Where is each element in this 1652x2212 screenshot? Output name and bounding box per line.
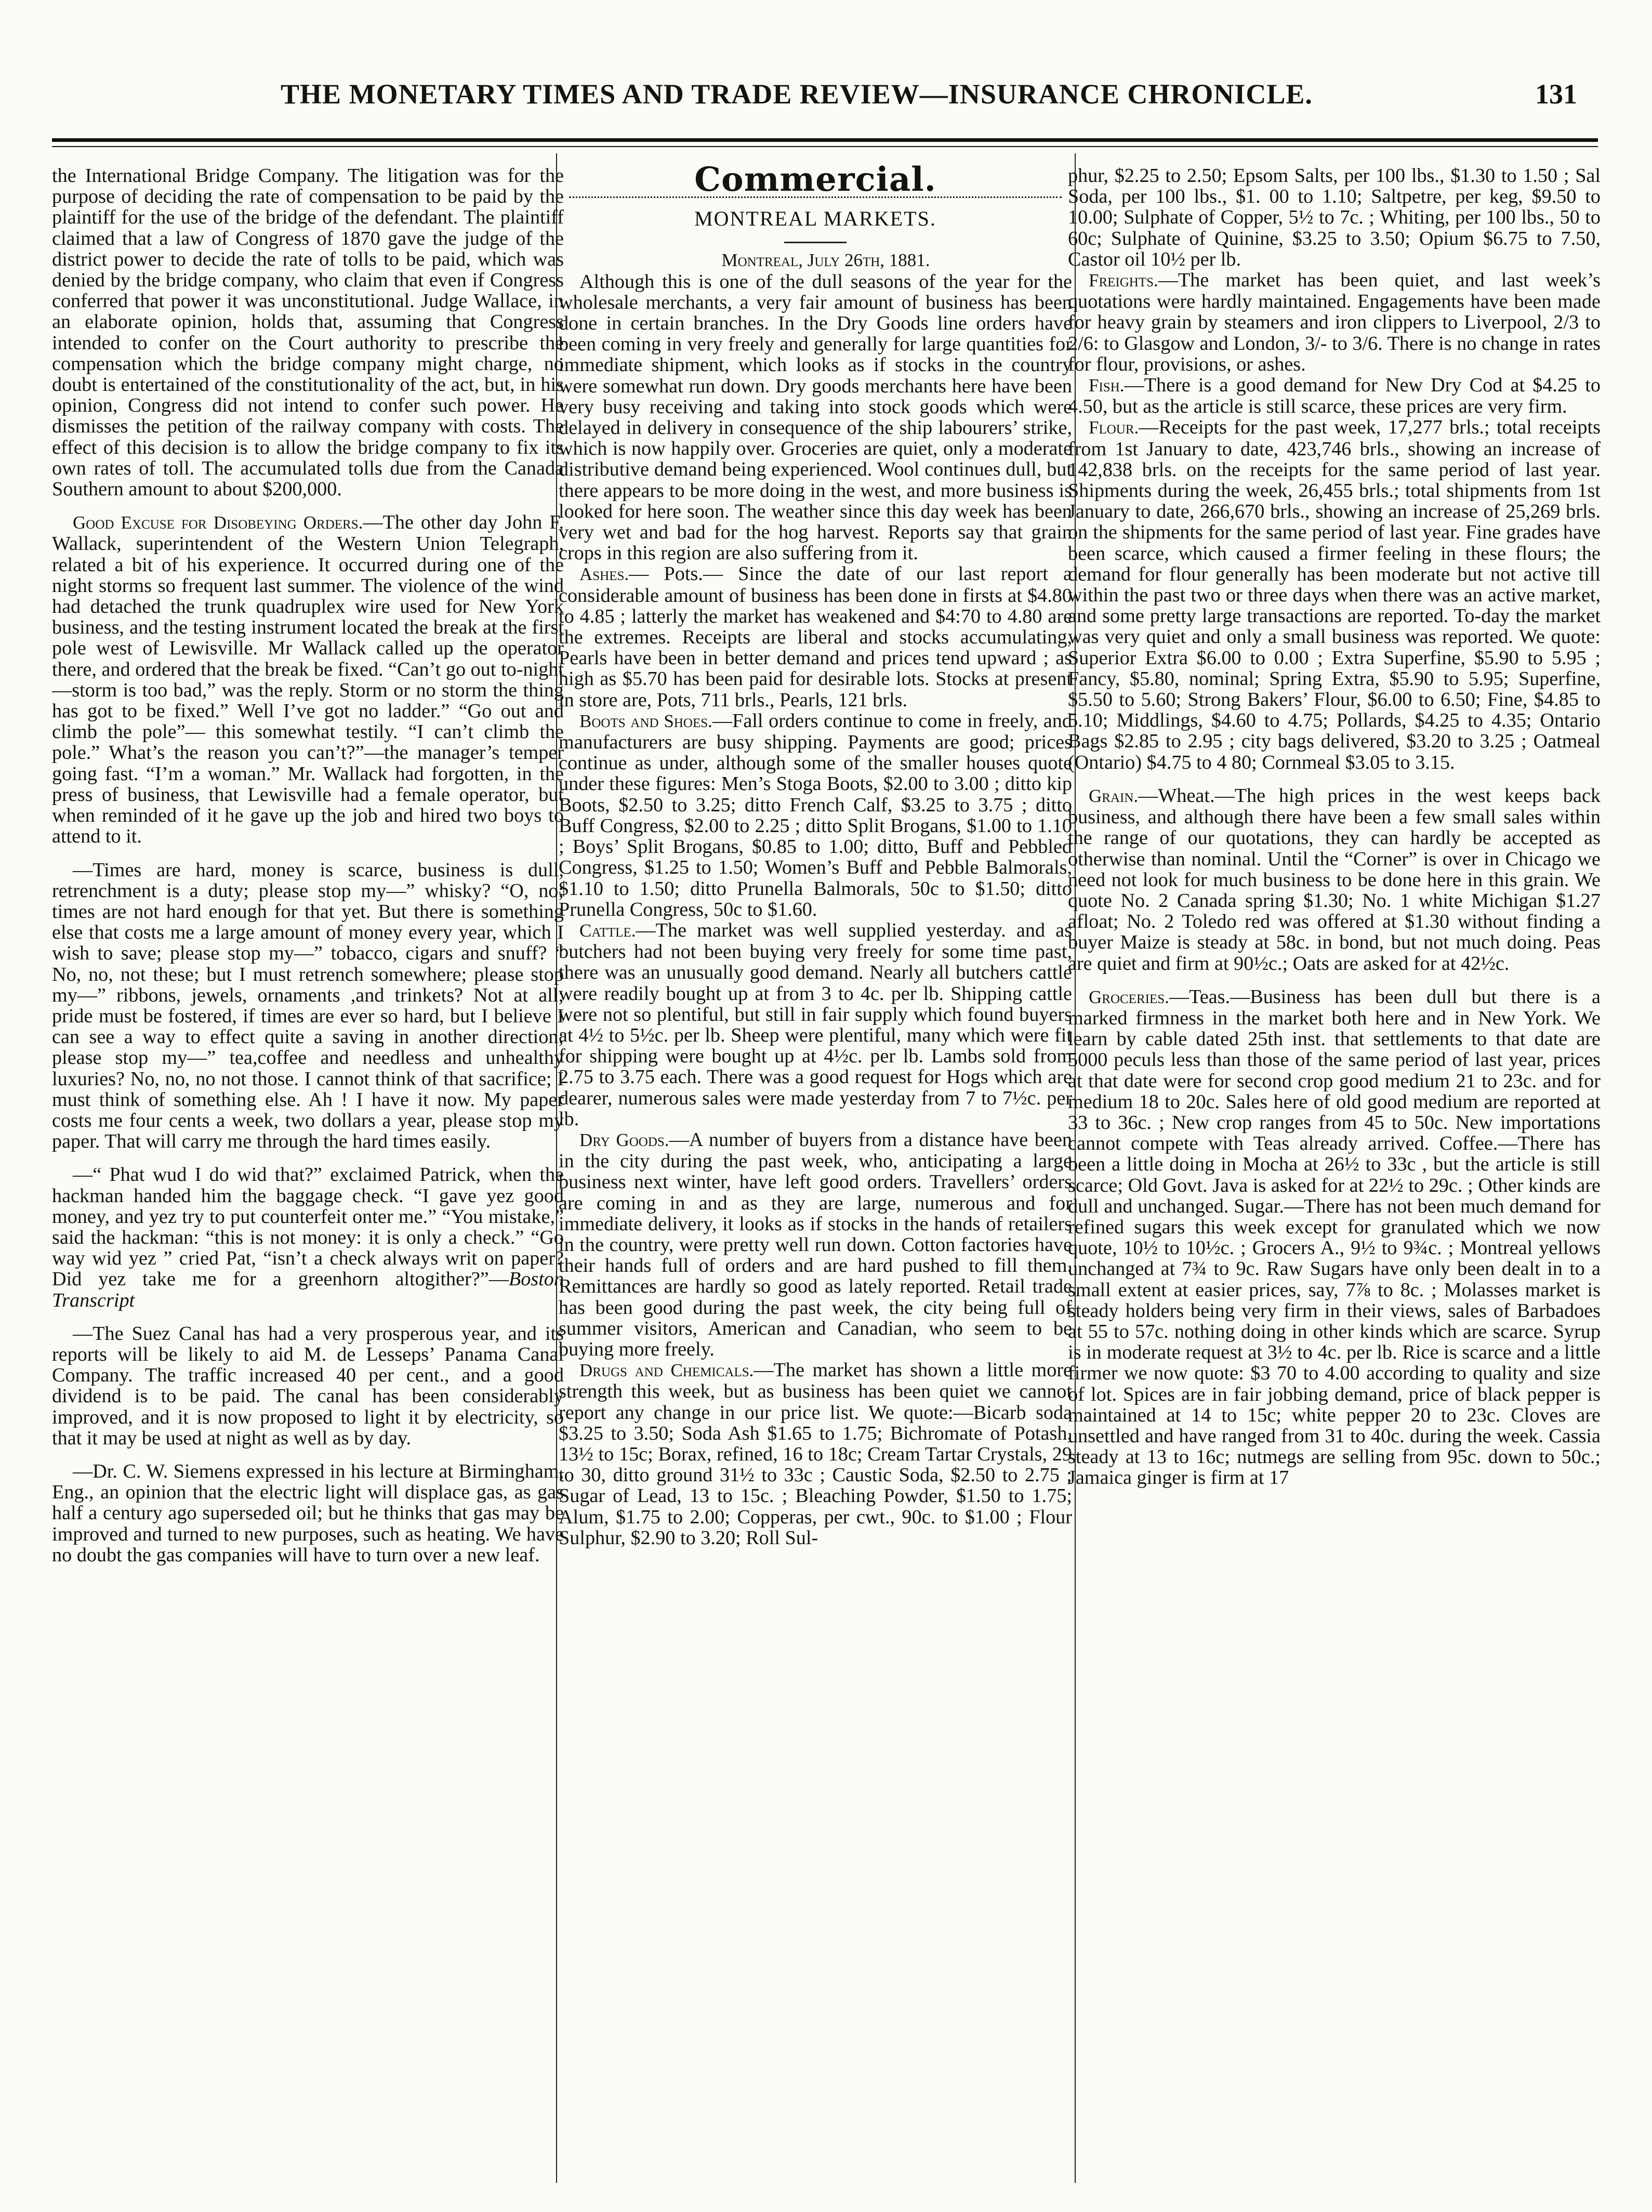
paragraph: phur, $2.25 to 2.50; Epsom Salts, per 100 lbs., $1.30 to 1.50 ; Sal Soda, per 100 lbs., $1. 00 to 1.10; Saltpetre, per keg, $9.50 to 10.00; Sulphate of Copper, 5½ to 7c. ; Whiting, per 100 lbs., 50 to 60c; Sulphate of Quinine, $3.25 to 3.50; Opium $6.75 to 7.50, Castor oil 10½ per lb. (1068, 165, 1601, 270)
paragraph-heading: Drugs and Chemicals. (579, 1360, 754, 1381)
page-header (52, 78, 1601, 120)
paragraph-body: —There is a good demand for New Dry Cod at $4.25 to 4.50, but as the article is still scarce, these prices are very firm. (1068, 374, 1601, 418)
paragraph (1068, 785, 1601, 974)
paragraph-heading: Groceries. (1089, 986, 1169, 1007)
paragraph (559, 920, 1072, 1129)
column-left (52, 165, 564, 1565)
paragraph-body: —The other day John F. Wallack, superintendent of the Western Union Telegraph, related a bit of his experience. It occurred during one of the night storms so frequent last summer. The violence of the wind had detached the trunk quadruplex wire used for New York business, and the testing instrument located the break at the first pole west of Lewisville. Mr Wallack called up the operator there, and ordered that the break be fixed. “Can’t go out to-night—storm is too bad,” was the reply. Storm or no storm the thing has got to be fixed.” Well I’ve got no ladder.” “Go out and climb the pole”— this somewhat testily. “I can’t climb the pole.” What’s the reason you can’t?”—the manager’s temper going fast. “I’m a woman.” Mr. Wallack had forgotten, in the press of business, that Lewisville had a female operator, but when reminded of it he gave up the job and hired two boys to attend to it. (52, 511, 564, 848)
header-rule-thin (52, 146, 1598, 147)
article-title: MONTREAL MARKETS. (694, 207, 936, 231)
section-title: Commercial. (694, 160, 936, 199)
paragraph-body: —The market has been quiet, and last week’s quotations were hardly maintained. Engagements have been made for heavy grain by steamers and iron clippers to Liverpool, 2/3 to 2/6: to Glasgow and London, 3/- to 3/6. There is no change in rates for flour, provisions, or ashes. (1068, 269, 1601, 375)
paragraph-heading: Boots and Shoes. (579, 710, 712, 731)
paragraph (559, 1129, 1072, 1360)
paragraph: —Dr. C. W. Siemens expressed in his lecture at Birmingham, Eng., an opinion that the electric light will displace gas, as gas half a century ago superseded oil; but he thinks that gas may be improved and turned to new purposes, such as heating. We have no doubt the gas companies will have to turn over a new leaf. (52, 1460, 564, 1566)
paragraph: —Times are hard, money is scarce, business is dull, retrenchment is a duty; please stop my—” whisky? “O, no; times are not hard enough for that yet. But there is something else that costs me a large amount of money every year, which I wish to save; please stop my—” tobacco, cigars and snuff? “ No, no, not these; but I must retrench somewhere; please stop my—” ribbons, jewels, ornaments ,and trinkets? Not at all; pride must be fostered, if times are ever so hard, but I believe I can see a way to effect quite a saving in another direction; please stop my—” tea,coffee and needless and unhealthy luxuries? No, no, no not those. I cannot think of that sacrifice; I must think of something else. Ah ! I have it now. My paper costs me four cents a week, two dollars a year, please stop my paper. That will carry me through the hard times easily. (52, 859, 564, 1153)
paragraph (559, 1360, 1072, 1548)
page-number: 131 (1535, 78, 1577, 110)
column-middle (559, 160, 1073, 1549)
paragraph (1068, 417, 1601, 772)
paragraph-heading: Dry Goods. (579, 1129, 669, 1150)
paragraph-heading: Good Excuse for Disobeying Orders. (73, 512, 363, 533)
paragraph (1068, 270, 1601, 375)
paragraph-body: —“ Phat wud I do wid that?” exclaimed Patrick, when the hackman handed him the baggage check. “I gave yez good money, and yez try to put counterfeit onter me.” “You mistake,” said the hackman: “this is not money: it is only a check.” “Go way wid yez ” cried Pat, “isn’t a check always writ on paper? Did yez take me for a greenhorn altogither?”— (52, 1164, 564, 1291)
paragraph (52, 1164, 564, 1310)
paragraph (559, 563, 1072, 710)
paragraph (1068, 986, 1601, 1489)
paragraph: —The Suez Canal has had a very prosperous year, and its reports will be likely to aid M. de Lesseps’ Panama Canal Company. The traffic increased 40 per cent., and a good dividend is to be paid. The canal has been considerably improved, and it is now proposed to light it by electricity, so that it may be used at night as well as by day. (52, 1322, 564, 1449)
running-title: THE MONETARY TIMES AND TRADE REVIEW—INSURANCE CHRONICLE. (281, 78, 1313, 110)
source-credit: Boston Transcript (52, 1268, 564, 1311)
paragraph-heading: Freights. (1089, 270, 1158, 291)
paragraph-body: — Pots.— Since the date of our last report a considerable amount of business has been done in firsts at $4.80 to 4.85 ; latterly the market has weakened and $4:70 to 4.80 are the extremes. Receipts are liberal and stocks accumulating, Pearls have been in better demand and prices tend upward ; as high as $5.70 has been paid for desirable lots. Stocks at present in store are, Pots, 711 brls., Pearls, 121 brls. (559, 563, 1072, 711)
short-rule (784, 242, 847, 243)
paragraph-heading: Cattle. (579, 920, 636, 941)
paragraph-heading: Ashes. (579, 564, 629, 585)
paragraph-heading: Grain. (1089, 785, 1139, 806)
paragraph-body: —A number of buyers from a distance have been in the city during the past week, who, anticipating a large business next winter, have left good orders. Travellers’ orders are coming in and as they are large, numerous and for immediate delivery, it looks as if stocks in the hands of retailers in the country, were pretty well run down. Cotton factories have their hands full of orders and are hard pushed to fill them. Remittances are hardly so good as lately reported. Retail trade has been good during the past week, the city being full of summer visitors, American and Canadian, who seem to be buying more freely. (559, 1128, 1073, 1360)
paragraph-body: —Teas.—Business has been dull but there is a marked firmness in the market both here and in New York. We learn by cable dated 25th inst. that settlements to that date are 5000 peculs less than those of the same period of last year, prices at that date were for second crop good medium 21 to 23c. and for medium 18 to 20c. Sales here of old good medium are reported at 33 to 36c. ; New crop ranges from 45 to 50c. New importations cannot compete with Teas already arrived. Coffee.—There has been a little doing in Mocha at 26½ to 33c , but the article is still scarce; Old Govt. Java is asked for at 22½ to 29c. ; Other kinds are dull and unchanged. Sugar.—There has not been much demand for refined sugars this week except for granulated which we now quote, 10½ to 10½c. ; Grocers A., 9½ to 9¾c. ; Montreal yellows unchanged at 7¾ to 9c. Raw Sugars have only been dealt in to a small extent at easier prices, say, 7⅞ to 8c. ; Molasses market is steady holders being very firm in their views, sales of Barbadoes at 55 to 57c. nothing doing in other kinds which are scarce. Syrup is in moderate request at 3½ to 4c. per lb. Rice is scarce and a little firmer we now quote: $3 70 to 4.00 according to quality and size of lot. Spices are in fair jobbing demand, price of black pepper is maintained at 14 to 15c; white pepper 20 to 23c. Cloves are unsettled and have ranged from 31 to 40c. during the week. Cassia steady at 13 to 16c; nutmegs are selling from 95c. down to 50c.; Jamaica ginger is firm at 17 (1068, 985, 1601, 1489)
column-right (1068, 165, 1601, 1489)
paragraph (559, 710, 1072, 920)
paragraph-body: —Fall orders continue to come in freely, and manufacturers are busy shipping. Payments are good; prices continue as under, although some of the smaller houses quote under these figures: Men’s Stoga Boots, $2.00 to 3.00 ; ditto kip Boots, $2.50 to 3.25; ditto French Calf, $3.25 to 3.75 ; ditto Buff Congress, $2.00 to 2.25 ; ditto Split Brogans, $1.00 to 1.10 ; Boys’ Split Brogans, $0.85 to 1.00; ditto, Buff and Pebbled Congress, $1.25 to 1.50; Women’s Buff and Pebble Balmorals, $1.10 to 1.50; ditto Prunella Balmorals, 50c to $1.50; ditto Prunella Congress, 50c to $1.60. (559, 709, 1072, 920)
paragraph: Although this is one of the dull seasons of the year for the wholesale merchants, a very fair amount of business has been done in certain branches. In the Dry Goods line orders have been coming in very freely and generally for large quantities for immediate shipment, which looks as if stocks in the country were somewhat run down. Dry goods merchants here have been very busy receiving and taking into stock goods which were delayed in delivery in consequence of the ship labourers’ strike, which is now happily over. Groceries are quiet, only a moderate distributive demand being experienced. Wool continues dull, but there appears to be more doing in the west, and more business is looked for here soon. The weather since this day week has been very wet and bad for the hog harvest. Reports say that grain crops in this region are also suffering from it. (559, 270, 1072, 564)
paragraph-body: —The market has shown a little more strength this week, but as business has been quiet we cannot report any change in our price list. We quote:—Bicarb soda $3.25 to 3.50; Soda Ash $1.65 to 1.75; Bichromate of Potash, 13½ to 15c; Borax, refined, 16 to 18c; Cream Tartar Crystals, 29 to 30, ditto ground 31½ to 33c ; Caustic Soda, $2.50 to 2.75 ; Sugar of Lead, 13 to 15c. ; Bleaching Powder, $1.50 to 1.75; Alum, $1.75 to 2.00; Copperas, per cwt., 90c. to $1.00 ; Flour Sulphur, $2.90 to 3.20; Roll Sul- (559, 1359, 1072, 1549)
paragraph: the International Bridge Company. The litigation was for the purpose of deciding the rate of compensation to be paid by the plaintiff for the use of the bridge of the defendant. The plaintiff claimed that a law of Congress of 1870 gave the judge of the district power to decide the rate of tolls to be paid, which was denied by the bridge company, who claim that even if Congress conferred that power it was unconstitutional. Judge Wallace, in an elaborate opinion, holds that, assuming that Congress intended to confer on the Court authority to prescribe the compensation which the bridge company might charge, no doubt is entertained of the constitutionality of the act, but, in his opinion, Congress did not intend to confer such power. He dismisses the petition of the railway company with costs. The effect of this decision is to allow the bridge company to fix its own rates of toll. The accumulated tolls due from the Canada Southern amount to about $200,000. (52, 165, 564, 501)
dateline: Montreal, July 26th, 1881. (721, 250, 930, 271)
paragraph-body: —Wheat.—The high prices in the west keeps back business, and although there have been a few small sales within the range of our quotations, they can hardly be accepted as otherwise than nominal. Until the “Corner” is over in Chicago we need not look for much business to be done here in this grain. We quote No. 2 Canada spring $1.30; No. 1 white Michigan $1.27 afloat; No. 2 Toledo red was offered at $1.30 without finding a buyer Maize is steady at 58c. in bond, but not much doing. Peas are quiet and firm at 90½c.; Oats are asked for at 42½c. (1068, 784, 1601, 975)
paragraph-heading: Flour. (1089, 417, 1139, 438)
paragraph (1068, 375, 1601, 417)
paragraph-body: —The market was well supplied yesterday. and as butchers had not been buying very freely for some time past, there was an unusually good demand. Nearly all butchers cattle were readily bought up at from 3 to 4c. per lb. Shipping cattle were not so plentiful, but still in fair supply which found buyers at 4½ to 5½c. per lb. Sheep were plentiful, many which were fit for shipping were bought up at 4½c. per lb. Lambs sold from 2.75 to 3.75 each. There was a good request for Hogs which are dearer, numerous sales were made yesterday from 7 to 7½c. per lb. (559, 919, 1072, 1130)
header-rule (52, 138, 1598, 142)
paragraph (52, 512, 564, 847)
paragraph-heading: Fish. (1089, 375, 1125, 396)
paragraph-body: —Receipts for the past week, 17,277 brls.; total receipts from 1st January to date, 423,746 brls., showing an increase of 142,838 brls. on the receipts for the same period of last year. Shipments during the week, 26,455 brls.; total shipments from 1st January to date, 266,670 brls., showing an increase of 25,269 brls. on the shipments for the same period of last year. Fine grades have been scarce, which caused a firmer feeling in these flours; the demand for flour generally has been moderate but not active till within the past two or three days when there was an active market, and some pretty large transactions are reported. To-day the market was very quiet and only a small business was reported. We quote: Superior Extra $6.00 to 0.00 ; Extra Superfine, $5.90 to 5.95 ; Fancy, $5.80, nominal; Spring Extra, $5.90 to 5.95; Superfine, $5.50 to 5.60; Strong Bakers’ Flour, $6.00 to 6.50; Fine, $4.85 to 5.10; Middlings, $4.60 to 4.75; Pollards, $4.25 to 4.35; Ontario Bags $2.85 to 2.95 ; city bags delivered, $3.20 to 3.25 ; Oatmeal (Ontario) $4.75 to 4 80; Cornmeal $3.05 to 3.15. (1068, 416, 1601, 773)
